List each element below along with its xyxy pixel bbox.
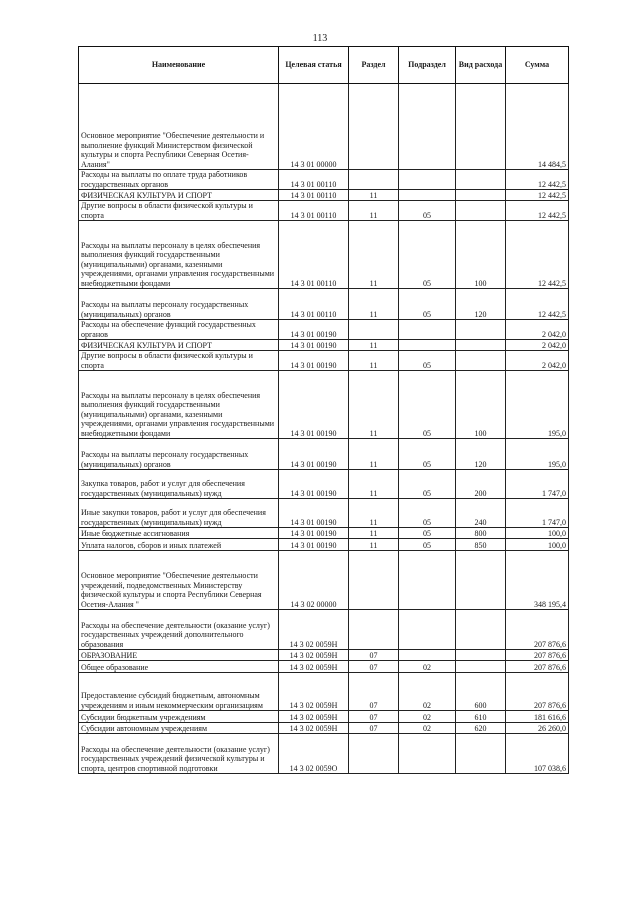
row-amount: 107 038,6 [506,734,569,774]
row-expense-type: 100 [456,371,506,439]
table-row [79,723,569,734]
row-amount: 195,0 [506,371,569,439]
table-row [79,610,569,650]
row-subsection: 05 [399,470,456,499]
row-target: 14 3 01 00190 [279,470,349,499]
row-section [349,734,399,774]
row-amount: 195,0 [506,439,569,470]
row-target: 14 3 02 00000 [279,551,349,610]
row-amount: 207 876,6 [506,610,569,650]
row-amount: 207 876,6 [506,650,569,661]
row-expense-type [456,84,506,170]
row-subsection: 02 [399,711,456,723]
table-row [79,528,569,539]
row-amount: 2 042,0 [506,320,569,340]
row-expense-type: 610 [456,711,506,723]
row-amount: 2 042,0 [506,340,569,351]
table-row [79,201,569,221]
row-amount: 1 747,0 [506,470,569,499]
table-row [79,170,569,190]
row-section [349,551,399,610]
row-name: Субсидии бюджетным учреждениям [79,711,279,723]
row-amount: 100,0 [506,539,569,551]
row-target: 14 3 01 00110 [279,190,349,201]
row-subsection [399,190,456,201]
row-target: 14 3 01 00190 [279,539,349,551]
row-section: 11 [349,190,399,201]
table-row [79,320,569,340]
row-amount: 2 042,0 [506,351,569,371]
row-target: 14 3 02 0059Н [279,650,349,661]
header-amount: Сумма [506,47,569,84]
table-row [79,351,569,371]
row-section [349,170,399,190]
row-target: 14 3 01 00190 [279,371,349,439]
row-subsection [399,551,456,610]
row-target: 14 3 01 00190 [279,528,349,539]
table-row [79,539,569,551]
row-subsection: 02 [399,661,456,673]
row-target: 14 3 01 00190 [279,439,349,470]
row-section: 11 [349,528,399,539]
row-name: Другие вопросы в области физической культуры и спорта [79,201,279,221]
header-section: Раздел [349,47,399,84]
row-subsection: 02 [399,673,456,711]
header-name: Наименование [79,47,279,84]
row-section: 11 [349,470,399,499]
row-subsection: 05 [399,351,456,371]
header-subsection: Подраздел [399,47,456,84]
row-subsection: 02 [399,723,456,734]
row-section: 07 [349,661,399,673]
row-subsection [399,610,456,650]
row-target: 14 3 01 00190 [279,320,349,340]
row-subsection: 05 [399,499,456,528]
row-target: 14 3 01 00000 [279,84,349,170]
header-row [79,47,569,84]
row-target: 14 3 01 00190 [279,499,349,528]
row-section: 11 [349,351,399,371]
row-amount: 12 442,5 [506,221,569,289]
row-amount: 1 747,0 [506,499,569,528]
row-target: 14 3 02 0059Н [279,673,349,711]
table-row [79,371,569,439]
row-name: Уплата налогов, сборов и иных платежей [79,539,279,551]
row-name: ОБРАЗОВАНИЕ [79,650,279,661]
row-section: 11 [349,539,399,551]
row-amount: 100,0 [506,528,569,539]
row-amount: 12 442,5 [506,190,569,201]
row-expense-type [456,551,506,610]
row-section: 11 [349,289,399,320]
row-subsection [399,84,456,170]
table-row [79,551,569,610]
row-name: Расходы на обеспечение деятельности (оказание услуг) государственных учреждений дополнительного образования [79,610,279,650]
row-target: 14 3 01 00190 [279,340,349,351]
row-subsection: 05 [399,201,456,221]
row-expense-type: 100 [456,221,506,289]
row-target: 14 3 02 0059Н [279,661,349,673]
row-expense-type: 850 [456,539,506,551]
row-expense-type [456,734,506,774]
row-section [349,610,399,650]
row-name: Иные закупки товаров, работ и услуг для обеспечения государственных (муниципальных) нужд [79,499,279,528]
row-subsection: 05 [399,439,456,470]
row-target: 14 3 02 0059О [279,734,349,774]
row-subsection: 05 [399,289,456,320]
row-expense-type: 620 [456,723,506,734]
row-amount: 12 442,5 [506,170,569,190]
table-row [79,711,569,723]
row-amount: 26 260,0 [506,723,569,734]
table-row [79,650,569,661]
row-amount: 14 484,5 [506,84,569,170]
row-name: Другие вопросы в области физической культуры и спорта [79,351,279,371]
row-amount: 12 442,5 [506,201,569,221]
row-name: Закупка товаров, работ и услуг для обеспечения государственных (муниципальных) нужд [79,470,279,499]
row-target: 14 3 01 00190 [279,351,349,371]
table-row [79,673,569,711]
row-name: Расходы на выплаты персоналу государственных (муниципальных) органов [79,289,279,320]
row-amount: 348 195,4 [506,551,569,610]
row-section: 07 [349,673,399,711]
row-name: Расходы на обеспечение деятельности (оказание услуг) государственных учреждений физической культуры и спорта, центров спортивной подготовки [79,734,279,774]
row-subsection: 05 [399,371,456,439]
row-subsection [399,170,456,190]
row-section: 11 [349,499,399,528]
row-section: 07 [349,650,399,661]
row-name: Общее образование [79,661,279,673]
row-section: 07 [349,723,399,734]
table-row [79,439,569,470]
row-section: 11 [349,371,399,439]
row-name: Основное мероприятие "Обеспечение деятельности и выполнение функций Министерством физической культуры и спорта Республики Северная Осетия-Алания" [79,84,279,170]
row-name: Иные бюджетные ассигнования [79,528,279,539]
row-expense-type: 200 [456,470,506,499]
row-amount: 207 876,6 [506,673,569,711]
table-row [79,190,569,201]
row-name: Расходы на обеспечение функций государственных органов [79,320,279,340]
row-section: 11 [349,340,399,351]
row-subsection: 05 [399,539,456,551]
row-section: 11 [349,439,399,470]
row-name: Предоставление субсидий бюджетным, автономным учреждениям и иным некоммерческим организациям [79,673,279,711]
row-section: 11 [349,221,399,289]
row-target: 14 3 01 00110 [279,221,349,289]
row-amount: 12 442,5 [506,289,569,320]
row-expense-type: 240 [456,499,506,528]
row-expense-type [456,650,506,661]
row-expense-type [456,661,506,673]
table-row [79,221,569,289]
row-expense-type [456,190,506,201]
row-name: ФИЗИЧЕСКАЯ КУЛЬТУРА И СПОРТ [79,340,279,351]
row-subsection: 05 [399,221,456,289]
row-name: Субсидии автономным учреждениям [79,723,279,734]
row-name: Расходы на выплаты персоналу в целях обеспечения выполнения функций государственными (муниципальными) органами, казенными учреждениями, органами управления государственными внебюджетными фондами [79,221,279,289]
row-target: 14 3 01 00110 [279,289,349,320]
page-number: 113 [312,33,328,44]
row-name: Расходы на выплаты персоналу в целях обеспечения выполнения функций государственными (муниципальными) органами, казенными учреждениями, органами управления государственными внебюджетными фондами [79,371,279,439]
row-expense-type [456,170,506,190]
table-row [79,340,569,351]
table-row [79,734,569,774]
row-section [349,84,399,170]
row-amount: 207 876,6 [506,661,569,673]
row-expense-type [456,340,506,351]
budget-table [78,46,569,774]
header-target: Целевая статья [279,47,349,84]
row-target: 14 3 02 0059Н [279,610,349,650]
table-row [79,470,569,499]
row-expense-type [456,201,506,221]
table-row [79,289,569,320]
row-target: 14 3 02 0059Н [279,711,349,723]
row-expense-type: 800 [456,528,506,539]
row-name: Расходы на выплаты персоналу государственных (муниципальных) органов [79,439,279,470]
row-expense-type [456,351,506,371]
table-row [79,84,569,170]
row-target: 14 3 02 0059Н [279,723,349,734]
row-target: 14 3 01 00110 [279,170,349,190]
row-name: Расходы на выплаты по оплате труда работников государственных органов [79,170,279,190]
row-amount: 181 616,6 [506,711,569,723]
row-section: 11 [349,201,399,221]
row-subsection [399,734,456,774]
row-expense-type: 600 [456,673,506,711]
header-expense-type: Вид расхода [456,47,506,84]
row-subsection: 05 [399,528,456,539]
row-expense-type [456,320,506,340]
row-name: ФИЗИЧЕСКАЯ КУЛЬТУРА И СПОРТ [79,190,279,201]
row-name: Основное мероприятие "Обеспечение деятельности учреждений, подведомственных Министерству физической культуры и спорта Республики Северная Осетия-Алания " [79,551,279,610]
row-section: 07 [349,711,399,723]
row-subsection [399,340,456,351]
row-section [349,320,399,340]
row-subsection [399,320,456,340]
row-expense-type: 120 [456,439,506,470]
table-row [79,499,569,528]
row-expense-type: 120 [456,289,506,320]
table-row [79,661,569,673]
row-expense-type [456,610,506,650]
row-target: 14 3 01 00110 [279,201,349,221]
row-subsection [399,650,456,661]
